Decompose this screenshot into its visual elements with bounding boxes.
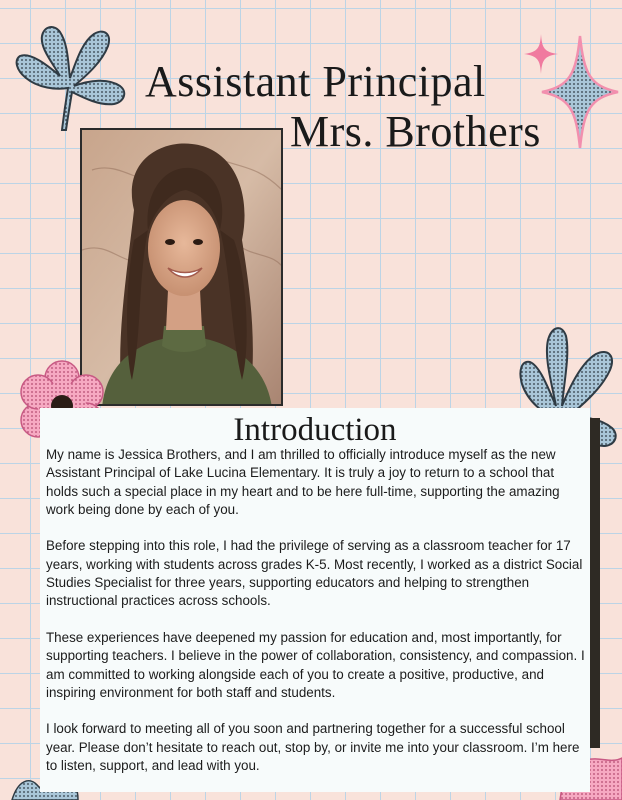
blue-sparkle-icon [540, 34, 620, 150]
intro-heading: Introduction [233, 412, 397, 448]
intro-paragraph-2: Before stepping into this role, I had the privilege of serving as a classroom teacher for 17 years, working with students across grades K-5. Most recently, I worked as a district Social Studies Specialist for three years, supporting educators and helping to strengthen instructional practices across schools. [46, 538, 583, 609]
portrait-photo [80, 128, 283, 406]
intro-paragraph-3: These experiences have deepened my passion for education and, most importantly, for supporting teachers. I believe in the power of collaboration, consistency, and compassion. I am committed to working alongside each of you to create a positive, productive, and inspiring environment for both staff and students. [46, 629, 585, 700]
page-title-line-1: Assistant Principal [145, 57, 486, 106]
intro-paragraph-4: I look forward to meeting all of you soon and partnering together for a successful school year. Please don’t hesitate to reach out, stop by, or invite me into your classroom. I’m here to listen, support, and lead with you. [46, 721, 580, 774]
intro-panel [40, 408, 590, 792]
intro-body [46, 446, 586, 775]
page-title-line-2: Mrs. Brothers [290, 107, 541, 156]
blue-leaf-icon [4, 18, 132, 136]
intro-paragraph-1: My name is Jessica Brothers, and I am thrilled to officially introduce myself as the new Assistant Principal of Lake Lucina Elementary. It is truly a joy to return to a school that holds such a special place in my heart and to be here full-time, supporting the amazing work being done by each of you. [46, 447, 560, 517]
